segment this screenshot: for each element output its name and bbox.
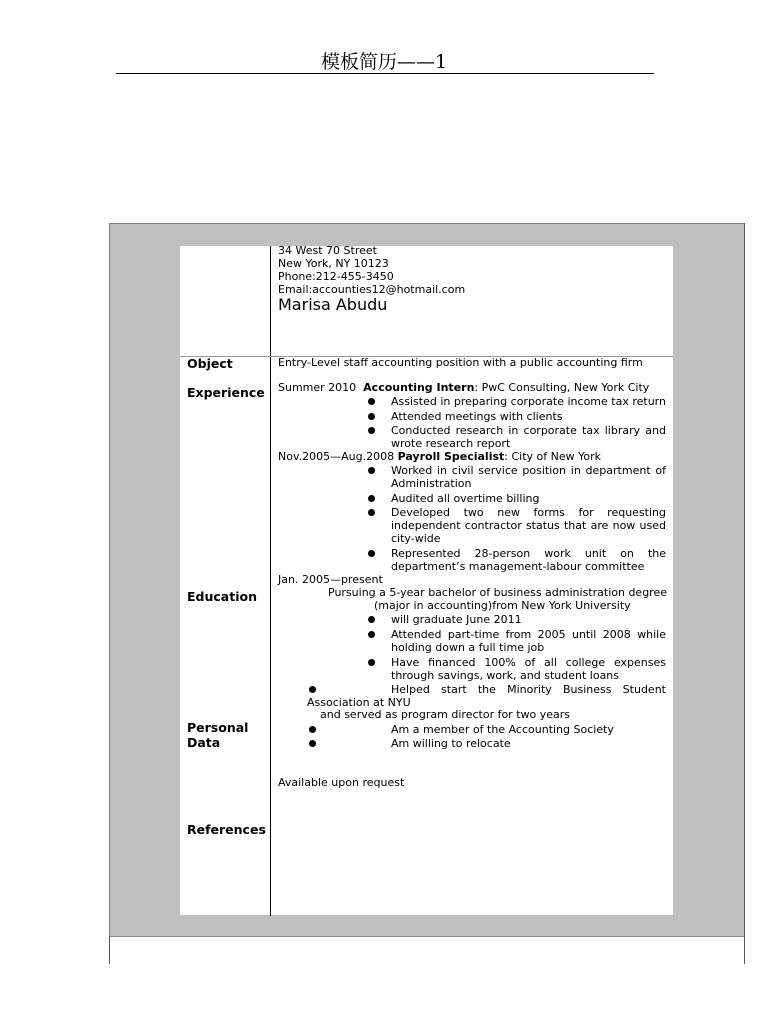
job1-date: Summer 2010 xyxy=(278,381,357,394)
personal-bullet-2: Am willing to relocate xyxy=(391,737,511,750)
job1-bullet-2: Attended meetings with clients xyxy=(391,410,563,423)
education-bullet-3: Have financed 100% of all college expenses xyxy=(391,656,666,669)
job2-bullet-4-cont: department’s management-labour committee xyxy=(391,560,645,573)
frame-right-edge xyxy=(744,223,745,964)
label-education: Education xyxy=(187,589,257,604)
job2-bullet-3-cont-1: independent contractor status that are now used xyxy=(391,519,666,532)
bullet-icon xyxy=(309,726,316,733)
address-line-1: 34 West 70 Street xyxy=(278,244,377,257)
title-underline xyxy=(116,73,654,74)
bullet-icon xyxy=(309,740,316,747)
job1-bullet-3: Conducted research in corporate tax library and xyxy=(391,424,666,437)
label-object: Object xyxy=(187,356,233,371)
object-text: Entry-Level staff accounting position with a public accounting firm xyxy=(278,356,643,369)
job1-title: Accounting Intern xyxy=(363,381,475,394)
education-bullet-4: Helped start the Minority Business Student xyxy=(391,683,666,696)
bullet-icon xyxy=(368,427,375,434)
job1-bullet-3-cont: wrote research report xyxy=(391,437,511,450)
job1-org: : PwC Consulting, New York City xyxy=(474,381,650,394)
label-personal: Personal xyxy=(187,720,249,735)
personal-bullet-1: Am a member of the Accounting Society xyxy=(391,723,614,736)
bullet-icon xyxy=(368,495,375,502)
bullet-icon xyxy=(368,550,375,557)
references-text: Available upon request xyxy=(278,776,405,789)
candidate-name: Marisa Abudu xyxy=(278,295,388,314)
job1-bullet-1: Assisted in preparing corporate income tax return xyxy=(391,395,666,408)
job2-bullet-3: Developed two new forms for requesting xyxy=(391,506,666,519)
education-bullet-2-cont: holding down a full time job xyxy=(391,641,545,654)
education-bullet-2: Attended part-time from 2005 until 2008 while xyxy=(391,628,666,641)
job2-org: : City of New York xyxy=(504,450,602,463)
education-bullet-4-cont-2: and served as program director for two years xyxy=(320,708,571,721)
resume-paper xyxy=(180,246,673,915)
education-degree-1: Pursuing a 5-year bachelor of business administration degree xyxy=(328,586,667,599)
bullet-icon xyxy=(368,413,375,420)
education-bullet-1: will graduate June 2011 xyxy=(391,613,522,626)
education-degree-2: (major in accounting)from New York University xyxy=(374,599,631,612)
bullet-icon xyxy=(368,631,375,638)
label-experience: Experience xyxy=(187,385,265,400)
page-title: 模板简历——1 xyxy=(320,51,448,73)
job2-title: Payroll Specialist xyxy=(397,450,505,463)
label-data: Data xyxy=(187,735,221,750)
address-line-2: New York, NY 10123 xyxy=(278,257,389,270)
email-text: Email:accounties12@hotmail.com xyxy=(278,283,466,296)
bullet-icon xyxy=(368,398,375,405)
education-bullet-3-cont: through savings, work, and student loans xyxy=(391,669,620,682)
column-divider xyxy=(270,246,271,916)
job1-header xyxy=(278,381,649,394)
frame-bottom-line xyxy=(109,936,745,937)
bullet-icon xyxy=(368,616,375,623)
phone-text: Phone:212-455-3450 xyxy=(278,270,394,283)
bullet-icon xyxy=(309,686,316,693)
job2-header xyxy=(278,450,601,463)
job2-bullet-1-cont: Administration xyxy=(391,477,472,490)
education-bullet-4-cont-1: Association at NYU xyxy=(307,696,411,709)
bullet-icon xyxy=(368,659,375,666)
job2-bullet-4: Represented 28-person work unit on the xyxy=(391,547,666,560)
frame-left-edge xyxy=(109,936,110,964)
label-references: References xyxy=(187,822,266,837)
bullet-icon xyxy=(368,467,375,474)
job2-bullet-2: Audited all overtime billing xyxy=(391,492,540,505)
job2-bullet-1: Worked in civil service position in department of xyxy=(391,464,666,477)
education-date: Jan. 2005—present xyxy=(278,573,383,586)
job2-bullet-3-cont-2: city-wide xyxy=(391,532,441,545)
job2-date: Nov.2005—Aug.2008 xyxy=(278,450,395,463)
bullet-icon xyxy=(368,509,375,516)
